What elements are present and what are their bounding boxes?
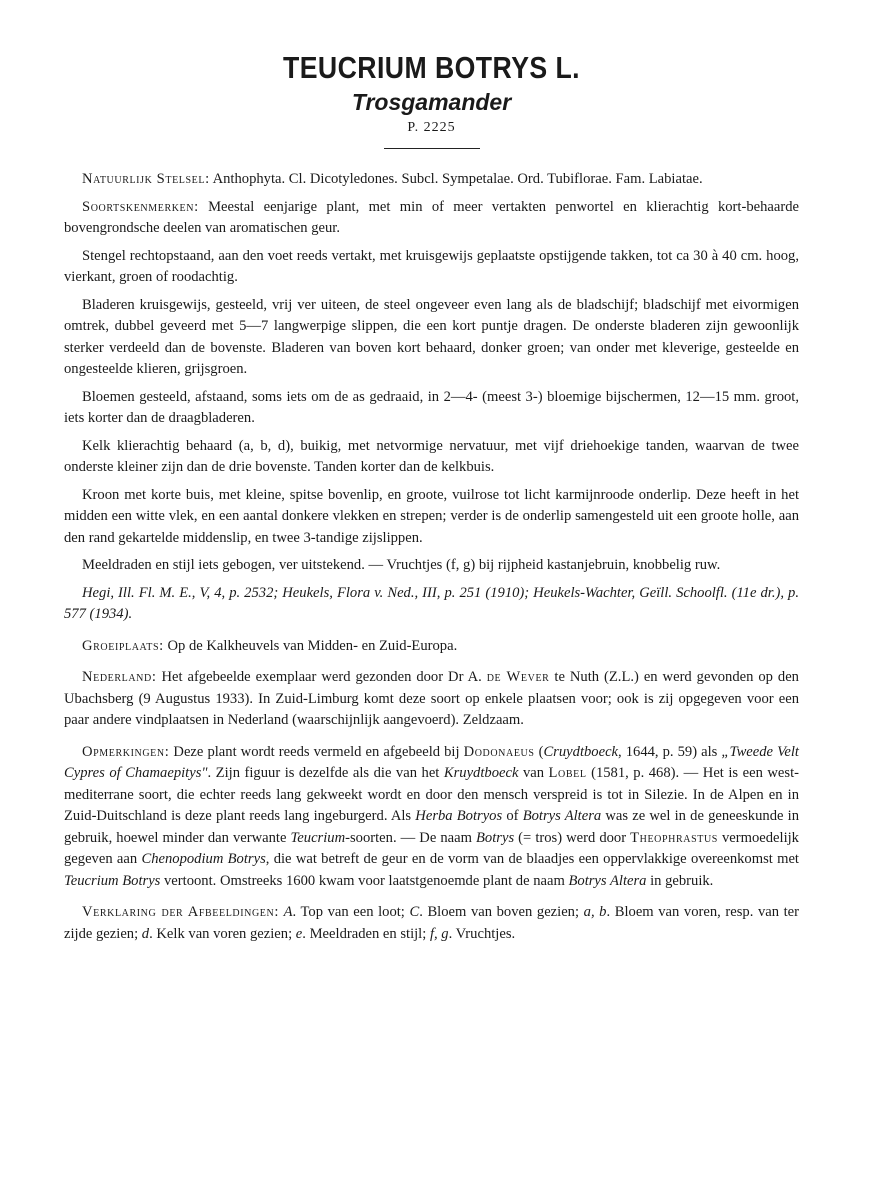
paragraph-groeiplaats [64,636,799,658]
italic-term: Botrys Altera [522,808,602,824]
italic-term: Chenopodium Botrys [141,851,266,867]
person-name: Theophrastus [630,829,718,846]
person-name: Lobel [548,765,587,781]
title-divider [384,148,480,149]
person-name: Dodonaeus [463,743,535,760]
italic-term: „Tweede Velt Cypres of Chamaepitys" [64,743,799,781]
paragraph-natuurlijk-stelsel [64,169,799,191]
italic-term: Herba Botryos [415,808,503,824]
italic-term: Teucrium [290,829,346,846]
figure-letter: d [141,925,150,942]
paragraph-text: . Vruchtjes. [448,925,516,942]
paragraph-text: vertoont. Omstreeks 1600 kwam voor laatstgenoemde plant de naam [160,872,569,889]
page-reference: P. 2225 [407,120,456,135]
paragraph-text: in gebruik. [646,872,714,889]
paragraph-verklaring [64,902,799,945]
paragraph-text: Anthophyta. Cl. Dicotyledones. Subcl. Sympetalae. Ord. Tubiflorae. Fam. Labiatae. [209,171,703,187]
paragraph-text: (1581, p. 468). — Het is een west-mediterrane soort, die echter reeds lang gekweekt wordt en door den mensch verspreid is tot in Silezie. In de Alpen en in Zuid-Duitschland is deze plant reeds lang ingeburgerd. Als [64,765,799,824]
italic-term: Kruydtboeck [443,765,519,781]
page-title: TEUCRIUM BOTRYS L. [282,50,581,85]
paragraph-text: . Bloem van voren, resp. van ter zijde gezien; [64,904,800,942]
paragraph-text: . Meeldraden en stijl; [302,925,430,942]
person-name: de Wever [486,669,550,685]
paragraph-text: (= tros) werd door [514,829,631,846]
italic-term: Teucrium Botrys [64,872,161,889]
paragraph-opmerkingen [64,742,799,893]
figure-letter: e [295,925,303,942]
paragraph-meeldraden: Meeldraden en stijl iets gebogen, ver uitstekend. — Vruchtjes (f, g) bij rijpheid kastanjebruin, knobbelig ruw. [82,557,721,573]
paragraph-bloemen: Bloemen gesteeld, afstaand, soms iets om de as gedraaid, in 2—4- (meest 3-) bloemige bijschermen, 12—15 mm. groot, iets korter dan de draagbladeren. [64,388,799,426]
paragraph-text: . Zijn figuur is dezelfde als die van het [207,765,444,781]
paragraph-kelk: Kelk klierachtig behaard (a, b, d), buikig, met netvormige nervatuur, met vijf driehoekige tanden, waarvan de twee onderste kleiner zijn dan de drie bovenste. Tanden korter dan de kelkbuis. [64,437,799,475]
paragraph-nederland [64,667,799,732]
paragraph-bladeren: Bladeren kruisgewijs, gesteeld, vrij ver uiteen, de steel ongeveer even lang als de bladschijf; bladschijf met eivormigen omtrek, dubbel geveerd met 5—7 langwerpige slippen, die een kort puntje dragen. De onderste bladeren zijn gewoonlijk sterker verdeeld dan de bovenste. Bladeren van boven kort behaard, donker groen; van onder met kleverige, gesteelde en ongesteelde klieren, grijsgroen. [64,296,799,377]
paragraph-text: van [518,765,549,781]
figure-letter: a, b [583,904,607,920]
italic-term: Botrys [476,829,515,846]
paragraph-text: . Kelk van voren gezien; [149,925,296,942]
paragraph-stengel: Stengel rechtopstaand, aan den voet reeds vertakt, met kruisgewijs geplaatste opstijgende takken, tot ca 30 à 40 cm. hoog, vierkant, groen of roodachtig. [64,247,799,285]
paragraph-text: . Bloem van boven gezien; [419,904,584,920]
page-subtitle: Trosgamander [351,89,512,115]
paragraph-kroon: Kroon met korte buis, met kleine, spitse bovenlip, en groote, vuilrose tot licht karmijnroode onderlip. Deze heeft in het midden een witte vlek, en een aantal donkere vlekken en strepen; verder is de onderlip samengesteld uit een groote holle, aan den rand gekartelde middenslip, en twee 3-tandige zijslippen. [64,486,799,546]
paragraph-text: vermoedelijk gegeven aan [64,829,799,867]
italic-term: Cruydtboeck [543,743,619,760]
paragraph-text: te Nuth (Z.L.) en werd gevonden op den Ubachsberg (9 Augustus 1933). In Zuid-Limburg komt deze soort op enkele plaatsen voor; ook is zij opgegeven voor een paar andere vindplaatsen in Nederland (waarschijnlijk aangevoerd). Zeldzaam. [64,669,799,728]
paragraph-text: . Top van een loot; [292,904,410,920]
paragraph-text: Deze plant wordt reeds vermeld en afgebeeld bij [169,743,464,760]
paragraph-literature: Hegi, Ill. Fl. M. E., V, 4, p. 2532; Heukels, Flora v. Ned., III, p. 251 (1910); Heukels-Wachter, Geïll. Schoolfl. (11e dr.), p. 577 (1934). [64,584,799,622]
paragraph-text: Meestal eenjarige plant, met min of meer vertakten penwortel en klierachtig kort-behaarde bovengrondsche deelen van aromatischen geur. [64,198,799,236]
italic-term: Botrys Altera [568,872,647,889]
figure-letter: C [409,904,420,920]
section-label: Verklaring der Afbeeldingen: [82,904,279,920]
section-label: Opmerkingen: [82,743,170,760]
paragraph-soortskenmerken [64,197,799,240]
figure-letter: f, g [429,925,449,942]
section-label: Natuurlijk Stelsel: [82,171,210,187]
paragraph-text: was ze wel in de geneeskunde in gebruik, hoewel minder dan verwante [64,808,799,846]
paragraph-text: -soorten. — De naam [345,829,477,846]
section-label: Soortskenmerken: [82,198,199,215]
paragraph-text: Op de Kalkheuvels van Midden- en Zuid-Europa. [163,637,458,654]
paragraph-text: of [502,808,523,824]
paragraph-text: ( [534,743,544,760]
document-body [64,169,799,945]
section-label: Nederland: [82,669,157,685]
paragraph-text: , die wat betreft de geur en de vorm van de blaadjes een oppervlakkige overeenkomst met [265,851,799,867]
paragraph-text: , 1644, p. 59) als [618,743,722,760]
figure-letter: A [283,904,293,920]
section-label: Groeiplaats: [82,637,164,654]
paragraph-text: Het afgebeelde exemplaar werd gezonden door Dr A. [156,669,487,685]
